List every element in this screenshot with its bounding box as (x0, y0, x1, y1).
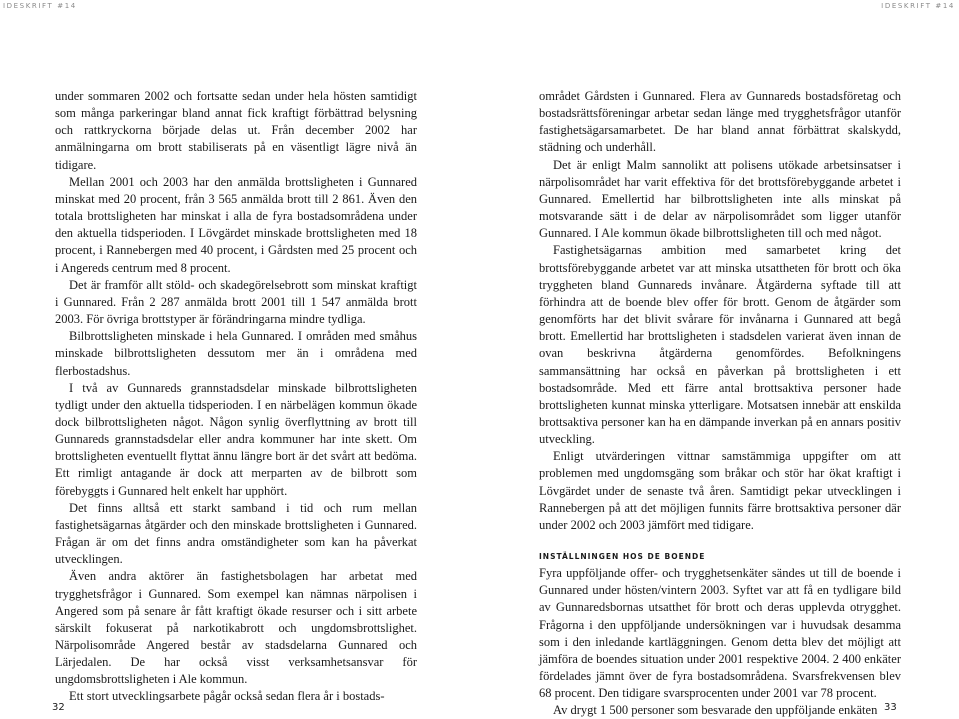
paragraph: Fyra uppföljande offer- och trygghetsenkäter sändes ut till de boende i Gunnared under hösten/vintern 2003. Syftet var att få en tydligare bild av Gunnaredsbornas utsatthet för brott och deras upplevda otrygghet. Frågorna i den uppföljande undersökningen var i huvudsak desamma som i den inledande kartläggningen. Genom detta blev det möjligt att jämföra de boendes situation under 2001 respektive 2004. 2 400 enkäter fördelades jämnt över de fyra bostadsområdena. Svarsfrekvensen blev 68 procent. Den tidigare svarsprocenten under 2001 var 78 procent. (539, 566, 901, 701)
paragraph: Mellan 2001 och 2003 har den anmälda brottsligheten i Gunnared minskat med 20 procent, från 3 565 anmälda brott till 2 861. Även den totala brottsligheten har minskat i alla de fyra bostadsområdena under den aktuella tidsperioden. I Lövgärdet minskade brottsligheten med 18 procent, i Rannebergen med 40 procent, i Gårdsten med 25 procent och i Angereds centrum med 8 procent. (55, 174, 417, 275)
left-text-column (55, 88, 417, 706)
paragraph: Det är framför allt stöld- och skadegörelsebrott som minskat kraftigt i Gunnared. Från 2 287 anmälda brott 2001 till 1 547 anmälda brott 2003. För övriga brottstyper är förändringarna mindre tydliga. (55, 277, 417, 327)
paragraph: Ett stort utvecklingsarbete pågår också sedan flera år i bostads- (69, 689, 385, 704)
paragraph: Enligt utvärderingen vittnar samstämmiga uppgifter om att problemen med ungdomsgäng som bråkar och stör har ökat kraftigt i Lövgärdet under de senaste två åren. Samtidigt pekar utvecklingen i Rannebergen på att det möjligen funnits färre brottsaktiva personer där under 2002 och 2003 jämfört med tidigare. (539, 449, 901, 532)
paragraph: området Gårdsten i Gunnared. Flera av Gunnareds bostadsföretag och bostadsrättsföreningar arbetar sedan länge med trygghetsfrågor utanför fastighetsägarsamarbetet. De har bland annat förbättrat skalskydd, städning och underhåll. (539, 89, 901, 155)
paragraph: Bilbrottsligheten minskade i hela Gunnared. I områden med småhus minskade bilbrottsligheten dessutom mer än i områdena med flerbostadshus. (55, 329, 417, 378)
page-number-left: 32 (52, 702, 65, 713)
paragraph: under sommaren 2002 och fortsatte sedan under hela hösten samtidigt som många parkeringar bland annat fick kraftigt förbättrad belysning och rattkryckorna började delas ut. Från december 2002 har anmälningarna om brott stabiliserats på en väsentligt lägre nivå än tidigare. (55, 89, 417, 172)
page-number-right: 33 (884, 702, 897, 713)
right-text-column (539, 88, 901, 719)
running-header-left: IDESKRIFT #14 (3, 2, 77, 10)
running-header-right: IDESKRIFT #14 (881, 2, 955, 10)
paragraph: Fastighetsägarnas ambition med samarbetet kring det brottsförebyggande arbetet var att minska utsattheten för brott och öka tryggheten bland Gunnareds invånare. Åtgärderna syftade till att förhindra att de boende blev offer för brott. Genom de åtgärder som genomförts har det blivit svårare för invånarna i Gunnared att begå brott. Emellertid har brottsligheten i stadsdelen varierat även innan de ovan beskrivna åtgärderna genomfördes. Befolkningens sammansättning har också en påverkan på brottsligheten i ett bostadsområde. Med ett färre antal brottsaktiva personer hade brottsligheten kunnat minska ytterligare. Motsatsen innebär att enskilda brottsaktiva personer kan ha en dämpande inverkan på en annars positiv utveckling. (539, 243, 901, 447)
section-heading: INSTÄLLNINGEN HOS DE BOENDE (539, 552, 706, 562)
paragraph: I två av Gunnareds grannstadsdelar minskade bilbrottsligheten tydligt under den aktuella tidsperioden. I en närbelägen kommun ökade dock bilbrottsligheten något. Någon synlig överflyttning av brott till Gunnareds grannstadsdelar eller andra kommuner har inte skett. Om brottsligheten eventuellt flyttat ännu längre bort är det svårt att bedöma. Ett rimligt antagande är dock att merparten av de bilbrott som förebyggts i Gunnared helt enkelt har upphört. (55, 380, 417, 498)
paragraph: Det är enligt Malm sannolikt att polisens utökade arbetsinsatser i närpolisområdet har varit effektiva för det brottsförebyggande arbetet i Gunnared. Emellertid har bilbrottsligheten inte alls minskat på motsvarande sätt i de delar av närpolisområdet som ligger utanför Gunnared. I Ale kommun ökade bilbrottsligheten till och med något. (539, 157, 901, 241)
paragraph: Även andra aktörer än fastighetsbolagen har arbetat med trygghetsfrågor i Gunnared. Som exempel kan nämnas närpolisen i Angered som på senare år fått kraftigt ökade resurser och i sitt arbete särskilt fokuserat på narkotikabrott och ungdomsbrottslighet. Närpolisområde Angered består av stadsdelarna Gunnared och Lärjedalen. De har också visst verksamhetsansvar för ungdomsbrottsligheten i Ale kommun. (55, 569, 417, 687)
paragraph: Det finns alltså ett starkt samband i tid och rum mellan fastighetsägarnas åtgärder och den minskade brottsligheten i Gunnared. Frågan är om det finns andra omständigheter som kan ha påverkat utvecklingen. (55, 500, 417, 567)
paragraph: Av drygt 1 500 personer som besvarade den uppföljande enkäten (553, 703, 878, 718)
